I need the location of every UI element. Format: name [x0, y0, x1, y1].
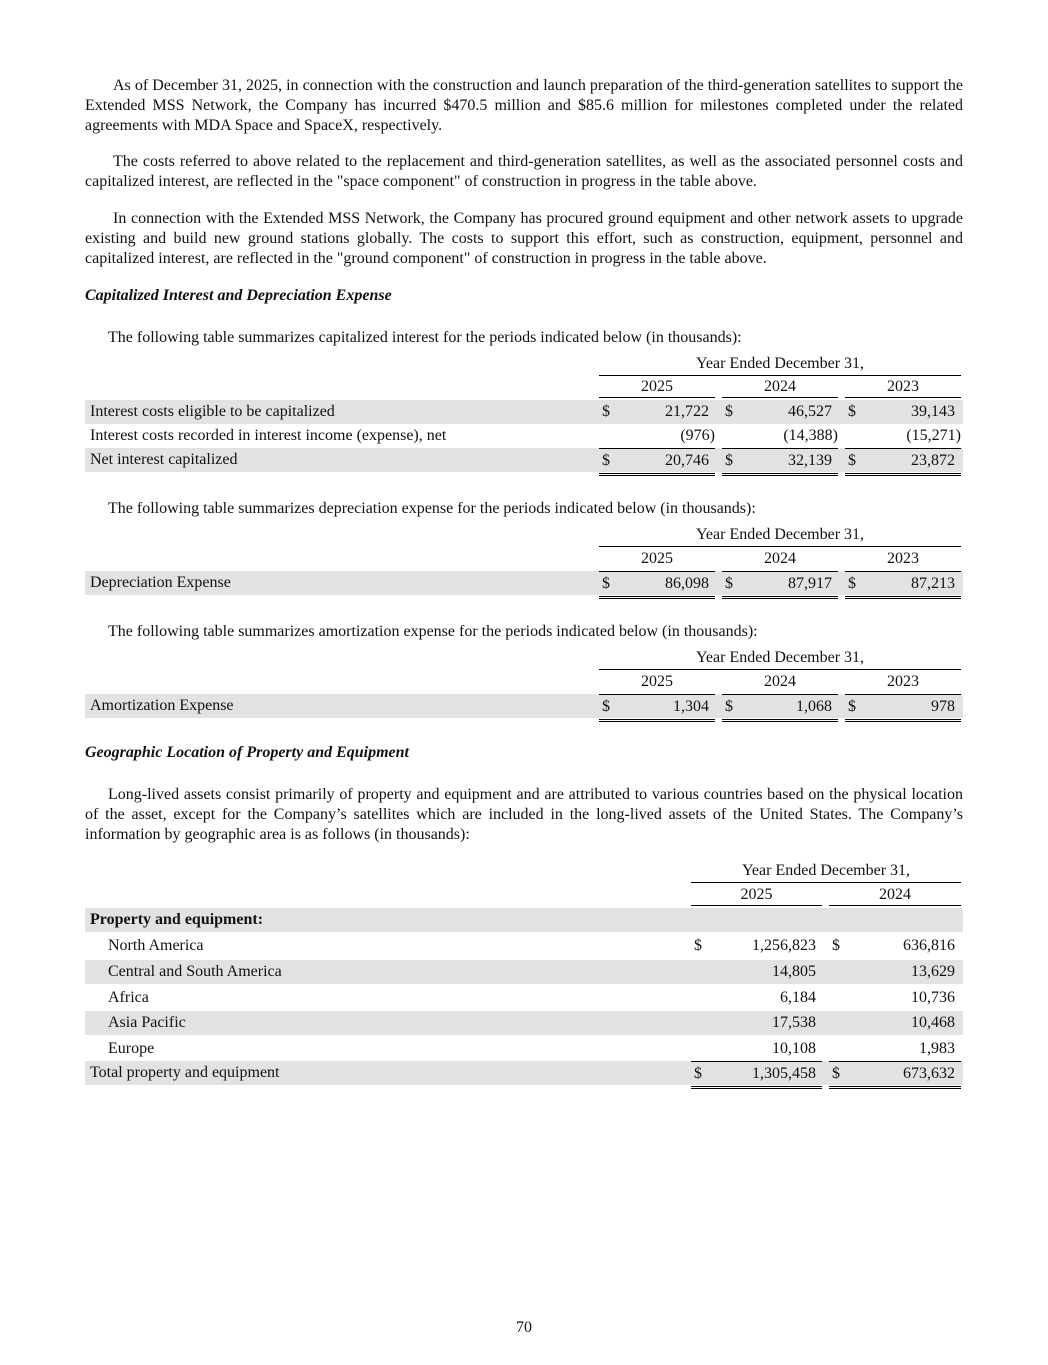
currency-symbol: $: [725, 575, 733, 592]
currency-symbol: $: [602, 698, 610, 715]
row-label: North America: [108, 937, 204, 954]
row-label: Depreciation Expense: [90, 574, 231, 591]
value: 14,805: [772, 963, 816, 980]
value: 39,143: [911, 403, 955, 420]
value: 1,983: [919, 1040, 955, 1057]
currency-symbol: $: [832, 1065, 840, 1082]
currency-symbol: $: [848, 403, 856, 420]
value-cell: [599, 424, 715, 448]
table-row: [85, 986, 963, 1010]
value-cell: [829, 1037, 961, 1061]
header-rule: [599, 375, 961, 376]
table-header-caption: Year Ended December 31,: [695, 649, 865, 666]
value-cell: [845, 400, 961, 424]
year-header: 2023: [887, 378, 919, 395]
value-cell: [829, 986, 961, 1010]
paragraph-long-lived-assets: Long-lived assets consist primarily of property and equipment and are attributed to various countries based on the physical location of the asset, except for the Company’s satellites which are included in the long-lived assets of the United States. The Company’s information by geographic area is as follows (in thousands):: [85, 786, 963, 843]
paragraph-ground-component: In connection with the Extended MSS Network, the Company has procured ground equipment and other network assets to upgrade existing and build new ground stations globally. The costs to support this effort, such as construction, equipment, personnel and capitalized interest, are reflected in the "ground component" of construction in progress in the table above.: [85, 210, 963, 267]
table-row-total: [85, 1061, 963, 1085]
value: 10,736: [911, 989, 955, 1006]
year-rule: [722, 397, 838, 398]
capitalized-interest-table: [85, 354, 963, 474]
value: 13,629: [911, 963, 955, 980]
value: (15,271): [906, 427, 961, 444]
value: 10,108: [772, 1040, 816, 1057]
row-label: Asia Pacific: [108, 1014, 186, 1031]
table-row: [85, 400, 963, 424]
year-header: 2024: [764, 673, 796, 690]
value-cell: [829, 1011, 961, 1035]
row-label: Central and South America: [108, 963, 282, 980]
currency-symbol: $: [725, 403, 733, 420]
year-header: 2025: [641, 378, 673, 395]
value-cell: [829, 934, 961, 958]
value: 86,098: [665, 575, 709, 592]
year-header: 2025: [740, 886, 773, 903]
currency-symbol: $: [848, 452, 856, 469]
table-section-row: [85, 908, 963, 932]
table-header-caption: Year Ended December 31,: [741, 862, 911, 879]
paragraph-space-component: The costs referred to above related to the replacement and third-generation satellites, as well as the associated personnel costs and capitalized interest, are reflected in the "space component" of construction in progress in the table above.: [85, 153, 963, 190]
value-cell: [722, 448, 838, 476]
table-row: [85, 1037, 963, 1061]
value-cell: [845, 448, 961, 476]
value-cell: [599, 448, 715, 476]
table-row: [85, 424, 963, 448]
currency-symbol: $: [694, 1065, 702, 1082]
year-header: 2024: [764, 378, 796, 395]
value: 32,139: [788, 452, 832, 469]
currency-symbol: $: [725, 698, 733, 715]
value-cell: [599, 400, 715, 424]
section-label: Property and equipment:: [90, 911, 264, 928]
value: 20,746: [665, 452, 709, 469]
value: 21,722: [665, 403, 709, 420]
value: 673,632: [903, 1065, 955, 1082]
row-label: Interest costs eligible to be capitalized: [90, 403, 335, 420]
value-cell: [691, 1061, 822, 1089]
row-label: Total property and equipment: [90, 1064, 280, 1081]
header-rule: [599, 546, 961, 547]
table-row: [85, 1011, 963, 1035]
year-header: 2025: [641, 550, 673, 567]
value-cell: [722, 571, 838, 599]
currency-symbol: $: [832, 937, 840, 954]
currency-symbol: $: [694, 937, 702, 954]
value-cell: [691, 960, 822, 984]
table-row-total: [85, 571, 963, 595]
paragraph-satellite-milestones: As of December 31, 2025, in connection with the construction and launch preparation of the third-generation satellites to support the Extended MSS Network, the Company has incurred $470.5 million and $85.6 million for milestones completed under the related agreements with MDA Space and SpaceX, respectively.: [85, 77, 963, 134]
value-cell: [722, 424, 838, 448]
value: 87,213: [911, 575, 955, 592]
header-rule: [691, 882, 961, 883]
year-rule: [845, 397, 961, 398]
table-header-caption: Year Ended December 31,: [695, 355, 865, 372]
value-cell: [599, 571, 715, 599]
currency-symbol: $: [725, 452, 733, 469]
row-label: Amortization Expense: [90, 697, 234, 714]
page-number: 70: [516, 1319, 532, 1336]
value: 10,468: [911, 1014, 955, 1031]
value-cell: [829, 960, 961, 984]
table-row: [85, 960, 963, 984]
value-cell: [845, 424, 961, 448]
year-header: 2023: [887, 550, 919, 567]
row-label: Net interest capitalized: [90, 451, 238, 468]
value-cell: [845, 571, 961, 599]
row-label: Africa: [108, 989, 149, 1006]
depreciation-table-intro: The following table summarizes depreciation expense for the periods indicated below (in thousands):: [108, 500, 756, 517]
year-header: 2025: [641, 673, 673, 690]
currency-symbol: $: [602, 452, 610, 469]
currency-symbol: $: [848, 575, 856, 592]
value: 1,256,823: [752, 937, 816, 954]
value: 978: [931, 698, 955, 715]
table-row: [85, 934, 963, 958]
value-cell: [722, 400, 838, 424]
value: 1,304: [673, 698, 709, 715]
value-cell: [722, 694, 838, 722]
year-rule: [829, 905, 961, 906]
row-label: Interest costs recorded in interest income (expense), net: [90, 427, 447, 444]
heading-geographic-location: Geographic Location of Property and Equipment: [85, 744, 409, 761]
value-cell: [691, 1037, 822, 1061]
table-row-total: [85, 448, 963, 472]
header-rule: [599, 669, 961, 670]
value: 23,872: [911, 452, 955, 469]
year-header: 2024: [764, 550, 796, 567]
value-cell: [845, 694, 961, 722]
year-header: 2023: [887, 673, 919, 690]
year-rule: [691, 905, 822, 906]
value: 636,816: [903, 937, 955, 954]
value: 46,527: [788, 403, 832, 420]
year-rule: [599, 397, 715, 398]
value: 87,917: [788, 575, 832, 592]
amortization-table: [85, 648, 963, 723]
table-header-caption: Year Ended December 31,: [695, 526, 865, 543]
value: (976): [680, 427, 715, 444]
geographic-property-table: [85, 861, 963, 1091]
currency-symbol: $: [602, 403, 610, 420]
value: 1,068: [796, 698, 832, 715]
value: (14,388): [783, 427, 838, 444]
depreciation-table: [85, 525, 963, 600]
value-cell: [691, 934, 822, 958]
row-label: Europe: [108, 1040, 155, 1057]
value-cell: [829, 1061, 961, 1089]
heading-capitalized-interest: Capitalized Interest and Depreciation Expense: [85, 287, 392, 304]
value: 1,305,458: [752, 1065, 816, 1082]
value-cell: [599, 694, 715, 722]
table-row-total: [85, 694, 963, 718]
value-cell: [691, 986, 822, 1010]
currency-symbol: $: [602, 575, 610, 592]
value-cell: [691, 1011, 822, 1035]
interest-table-intro: The following table summarizes capitalized interest for the periods indicated below (in thousands):: [108, 329, 742, 346]
amortization-table-intro: The following table summarizes amortization expense for the periods indicated below (in thousands):: [108, 623, 758, 640]
value: 6,184: [780, 989, 816, 1006]
value: 17,538: [772, 1014, 816, 1031]
year-header: 2024: [879, 886, 911, 903]
currency-symbol: $: [848, 698, 856, 715]
